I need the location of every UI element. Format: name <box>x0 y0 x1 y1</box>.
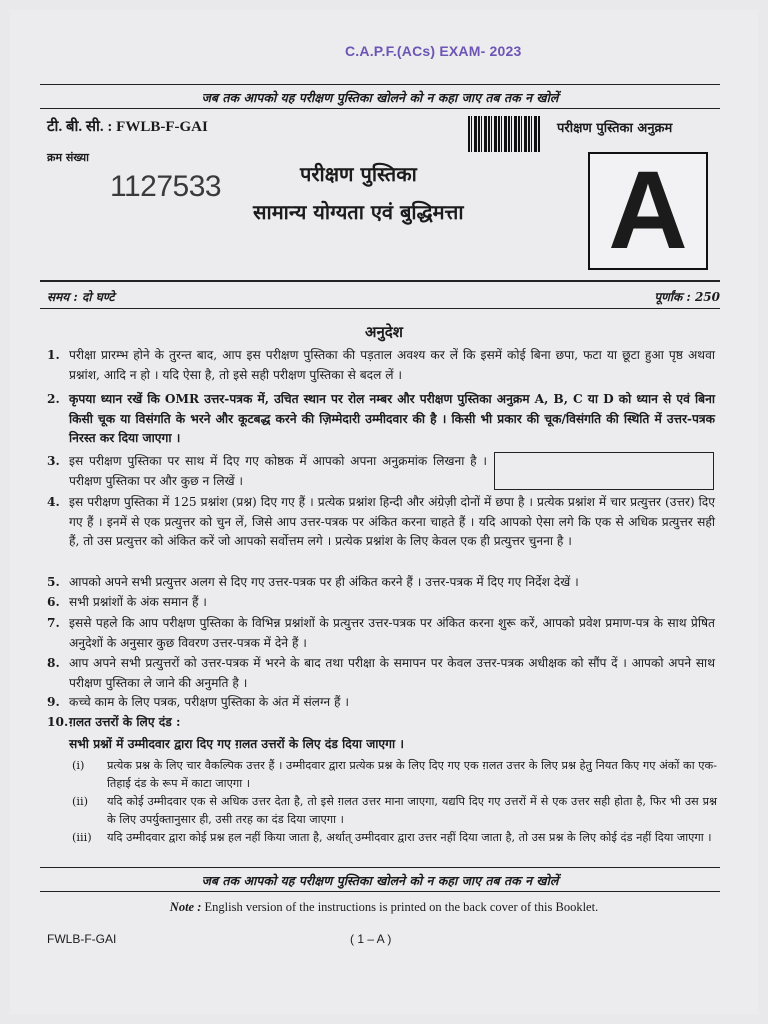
instructions-heading: अनुदेश <box>365 323 403 341</box>
penalty-item <box>72 829 717 847</box>
bottom-warning: जब तक आपको यह परीक्षण पुस्तिका खोलने को न कहा जाए तब तक न खोलें <box>201 873 559 888</box>
instruction-text: सभी प्रश्नांशों के अंक समान हैं । <box>69 595 207 609</box>
penalty-item <box>72 793 717 829</box>
penalty-item <box>72 757 717 793</box>
instruction-item <box>47 693 715 713</box>
instruction-text: आपको अपने सभी प्रत्युत्तर अलग से दिए गए उत्तर-पत्रक पर ही अंकित करने हैं । उत्तर-पत्रक में दिए गए निर्देश देखें । <box>69 575 579 589</box>
instruction-item <box>47 593 715 613</box>
footer-page-number: ( 1 – A ) <box>350 932 392 946</box>
roll-number-box[interactable] <box>494 452 714 490</box>
instruction-number: 10. <box>47 715 69 729</box>
instruction-number: 7. <box>47 616 60 630</box>
max-marks: पूर्णांक : 250 <box>654 290 720 304</box>
instruction-item <box>47 573 715 593</box>
instruction-number: 3. <box>47 454 60 468</box>
instruction-text: इस परीक्षण पुस्तिका पर साथ में दिए गए कोष्ठक में आपको अपना अनुक्रमांक लिखना है । परीक्षण पुस्तिका पर और कुछ न लिखें । <box>69 454 487 488</box>
instruction-item <box>47 654 715 693</box>
exam-stamp: C.A.P.F.(ACs) EXAM- 2023 <box>345 43 522 59</box>
instruction-item <box>47 493 715 552</box>
instruction-number: 5. <box>47 575 60 589</box>
booklet-subject: सामान्य योग्यता एवं बुद्धिमत्ता <box>253 200 464 224</box>
penalty-intro: सभी प्रश्नों में उम्मीदवार द्वारा दिए गए ग़लत उत्तरों के लिए दंड दिया जाएगा । <box>69 737 405 751</box>
tbc-code: टी. बी. सी. : FWLB-F-GAI <box>47 119 208 135</box>
time-allowed: समय : दो घण्टे <box>47 290 115 304</box>
instruction-item <box>47 614 715 653</box>
instruction-text: परीक्षा प्रारम्भ होने के तुरन्त बाद, आप इस परीक्षण पुस्तिका की पड़ताल अवश्य कर लें कि इसमें कोई बिना छपा, फटा या छूटा हुआ पृष्ठ अथवा प्रश्नांश, आदि न हो । यदि ऐसा है, तो इसे सही परीक्षण पुस्तिका से बदल लें । <box>69 348 715 382</box>
top-rule-2 <box>40 108 720 109</box>
barcode <box>468 116 540 152</box>
penalty-number: (ii) <box>72 795 89 808</box>
serial-number: 1127533 <box>110 170 222 203</box>
instruction-text: कच्चे काम के लिए पत्रक, परीक्षण पुस्तिका के अंत में संलग्न हैं । <box>69 695 349 709</box>
bottom-rule-2 <box>40 891 720 892</box>
instruction-number: 6. <box>47 595 60 609</box>
series-letter-box: A <box>588 152 708 270</box>
header-rule-2 <box>40 308 720 309</box>
instruction-text: इससे पहले कि आप परीक्षण पुस्तिका के विभिन्न प्रश्नांशों के प्रत्युत्तर उत्तर-पत्रक पर अंकित करना शुरू करें, आपको प्रवेश प्रमाण-पत्र के साथ प्रेषित अनुदेशों के अनुसार कुछ विवरण उत्तर-पत्रक में देने हैं । <box>69 616 715 650</box>
instruction-text: ग़लत उत्तरों के लिए दंड : <box>69 715 181 729</box>
series-label: परीक्षण पुस्तिका अनुक्रम <box>557 121 673 136</box>
penalty-text: यदि उम्मीदवार द्वारा कोई प्रश्न हल नहीं किया जाता है, अर्थात् उम्मीदवार द्वारा उत्तर नहीं दिया जाता है, तो उस प्रश्न के लिए कोई दंड नहीं दिया जाएगा । <box>107 831 712 844</box>
penalty-text: यदि कोई उम्मीदवार एक से अधिक उत्तर देता है, तो इसे ग़लत उत्तर माना जाएगा, यद्यपि दिए गए उत्तरों में से एक उत्तर सही होता है, फिर भी उस प्रश्न के लिए उपर्युक्तानुसार ही, उसी तरह का दंड दिया जाएगा । <box>107 795 717 826</box>
header-rule <box>40 280 720 282</box>
top-rule <box>40 84 720 85</box>
top-warning: जब तक आपको यह परीक्षण पुस्तिका खोलने को न कहा जाए तब तक न खोलें <box>201 90 559 105</box>
instruction-text: आप अपने सभी प्रत्युत्तरों को उत्तर-पत्रक में भरने के बाद तथा परीक्षा के समापन पर केवल उत्तर-पत्रक अधीक्षक को सौंप दें । आपको अपने साथ परीक्षण पुस्तिका ले जाने की अनुमति है । <box>69 656 715 690</box>
footer-code: FWLB-F-GAI <box>47 932 117 946</box>
instruction-text: इस परीक्षण पुस्तिका में 125 प्रश्नांश (प्रश्न) दिए गए हैं । प्रत्येक प्रश्नांश हिन्दी और अंग्रेज़ी दोनों में छपा है । प्रत्येक प्रश्नांश में चार प्रत्युत्तर (उत्तर) दिए गए हैं । इनमें से एक प्रत्युत्तर को चुन लें, जिसे आप उत्तर-पत्रक पर अंकित करना चाहते हैं । यदि आपको ऐसा लगे कि एक से अधिक प्रत्युत्तर सही हैं, तो उस प्रत्युत्तर को अंकित करें जो आपको सर्वोत्तम लगे । प्रत्येक प्रश्नांश के लिए केवल एक ही प्रत्युत्तर चुनना है । <box>69 495 715 548</box>
instruction-number: 9. <box>47 695 60 709</box>
penalty-text: प्रत्येक प्रश्न के लिए चार वैकल्पिक उत्तर हैं । उम्मीदवार द्वारा प्रत्येक प्रश्न के लिए दिए गए एक ग़लत उत्तर के लिए प्रश्न हेतु नियत किए गए अंकों का एक-तिहाई दंड के रूप में काटा जाएगा । <box>107 759 717 790</box>
instruction-number: 8. <box>47 656 60 670</box>
instruction-text: कृपया ध्यान रखें कि OMR उत्तर-पत्रक में, उचित स्थान पर रोल नम्बर और परीक्षण पुस्तिका अनुक्रम A, B, C या D को ध्यान से एवं बिना किसी चूक या विसंगति के भरने और कूटबद्ध करने की ज़िम्मेदारी उम्मीदवार की है । किसी भी प्रकार की चूक/विसंगति की स्थिति में उत्तर-पत्रक निरस्त कर दिया जाएगा । <box>69 392 715 445</box>
instruction-number: 2. <box>47 392 60 406</box>
instruction-number: 4. <box>47 495 60 509</box>
instruction-item <box>47 713 715 733</box>
penalty-number: (i) <box>72 759 85 772</box>
booklet-title: परीक्षण पुस्तिका <box>300 162 417 186</box>
note-label: Note : <box>169 900 202 914</box>
english-note <box>0 900 768 915</box>
note-text: English version of the instructions is printed on the back cover of this Booklet. <box>204 900 599 914</box>
instruction-number: 1. <box>47 348 60 362</box>
instruction-item <box>47 452 487 491</box>
instruction-item <box>47 346 715 385</box>
serial-label: क्रम संख्या <box>47 151 89 164</box>
penalty-number: (iii) <box>72 831 92 844</box>
bottom-rule <box>40 867 720 868</box>
instruction-item <box>47 390 715 449</box>
